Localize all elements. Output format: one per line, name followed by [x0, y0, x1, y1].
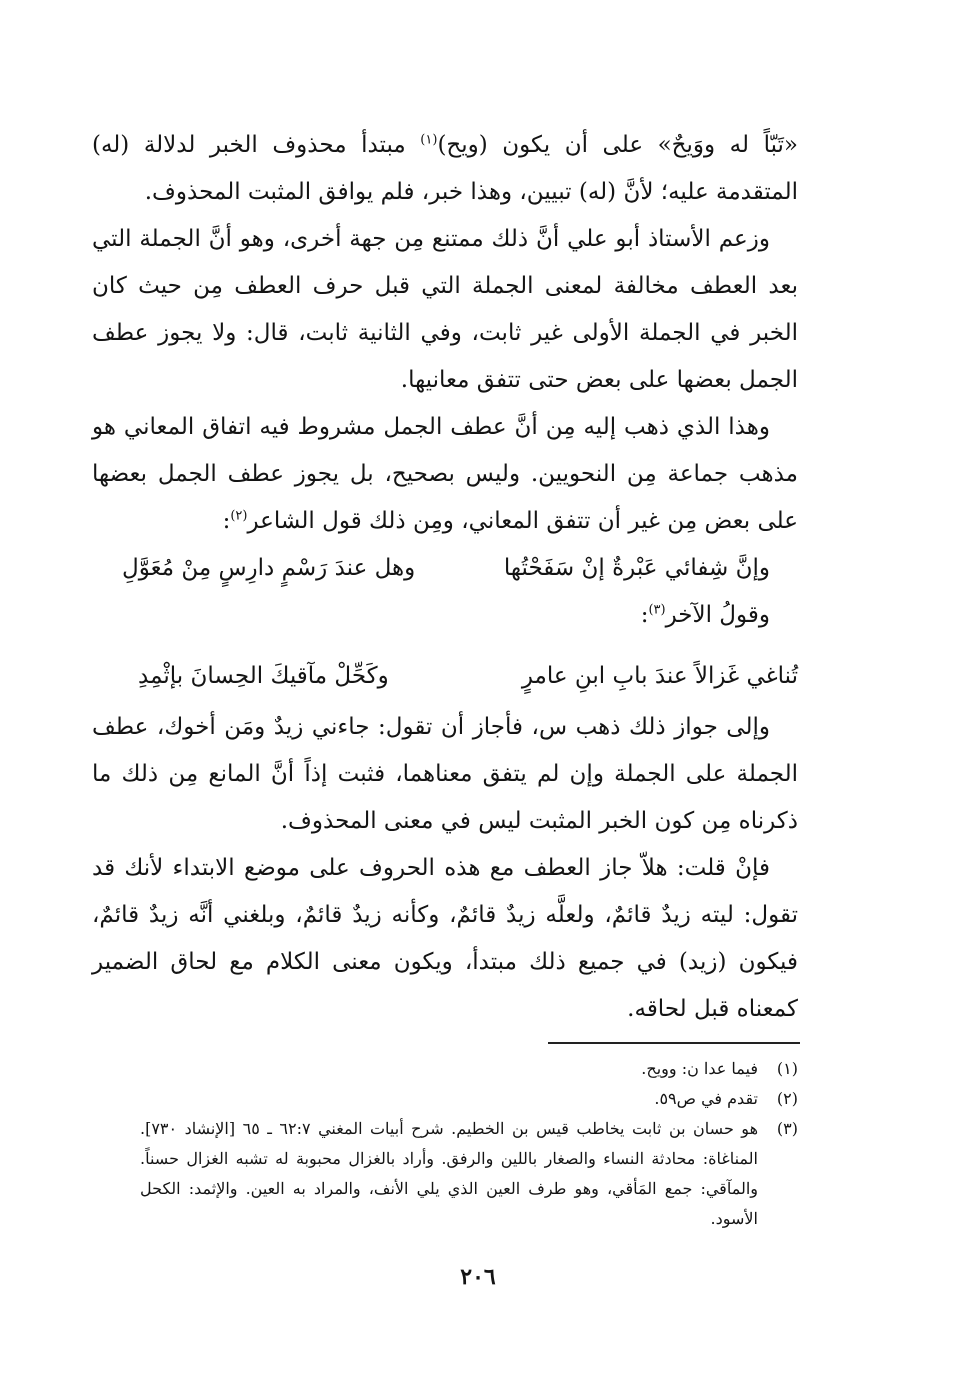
- footnote-text: هو حسان بن ثابت يخاطب قيس بن الخطيم. شرح أبيات المغني ٦٢:٧ ـ ٦٥ [الإنشاد ٧٣٠]. المناغاة: محادثة النساء والصغار باللين والرفق. وأراد بالغزال محبوبة له تشبه الغزال حسناً. والمآقي: جمع المَأقي، وهو طرف العين الذي يلي الأنف، والمراد به العين. والإثمد: الكحل الأسود.: [140, 1119, 759, 1228]
- footnotes: [92, 1054, 798, 1234]
- footnote-3: [92, 1114, 798, 1234]
- footnote-number: (٢): [776, 1089, 798, 1108]
- poetry-verse-2: [92, 653, 798, 700]
- paragraph-2: وزعم الأستاذ أبو علي أنَّ ذلك ممتنع مِن جهة أخرى، وهو أنَّ الجملة التي بعد العطف مخالفة لمعنى الجملة التي قبل حرف العطف مِن حيث كان الخبر في الجملة الأولى غير ثابت، وفي الثانية ثابت، قال: ولا يجوز عطف الجمل بعضها على بعض حتى تتفق معانيها.: [92, 226, 798, 393]
- footnote-2: [92, 1084, 798, 1114]
- footnote-number: (١): [776, 1059, 798, 1078]
- paragraph-3: وهذا الذي ذهب إليه مِن أنَّ عطف الجمل مشروط فيه اتفاق المعاني هو مذهب جماعة مِن النحويين. وليس بصحيح، بل يجوز عطف الجمل بعضها على بعض مِن غير أن تتفق المعاني، ومِن ذلك قول الشاعر$^{(٢)}$:: [92, 414, 798, 534]
- verse-2-second-hemistich: وكَحِّلْ مآقيكَ الحِسانَ بإثْمِدِ: [138, 663, 389, 689]
- footnote-ref-3[interactable]: (٣): [648, 602, 666, 618]
- verse-1-second-hemistich: وهل عندَ رَسْمٍ دارِسٍ مِنْ مُعَوَّلِ: [122, 555, 416, 581]
- footnote-1: [92, 1054, 798, 1084]
- paragraph-4: وقولُ الآخر$^{(٣)}$:: [640, 602, 770, 628]
- paragraph-6: فإنْ قلت: هلاّ جاز العطف مع هذه الحروف على موضع الابتداء لأنك قد تقول: ليته زيدٌ قائمٌ، ولعلَّه زيدٌ قائمٌ، وكأنه زيدٌ قائمٌ، وبلغني أنَّه زيدٌ قائمٌ، فيكون (زيد) في جميع ذلك مبتدأ، ويكون معنى الكلام مع لحاق الضمير كمعناه قبل لحاقه.: [92, 855, 798, 1022]
- footnote-ref-2[interactable]: (٢): [230, 508, 248, 524]
- footnote-text: تقدم في ص٥٩.: [654, 1089, 758, 1108]
- paragraph-1: «تَبّاً له ووَيحٌ» على أن يكون (ويح)$^{(١)}$ مبتدأ محذوف الخبر لدلالة (له) المتقدمة عليه؛ لأنَّ (له) تبيين، وهذا خبر، فلم يوافق المثبت المحذوف.: [92, 132, 798, 205]
- main-text: [92, 122, 798, 1033]
- paragraph-5: وإلى جواز ذلك ذهب س، فأجاز أن تقول: جاءني زيدٌ ومَن أخوك، عطف الجملة على الجملة وإن لم يتفق معناهما، فثبت إذاً أنَّ المانع مِن ذلك ما ذكرناه مِن كون الخبر المثبت ليس في معنى المحذوف.: [92, 714, 798, 834]
- poetry-verse-1: [92, 545, 798, 592]
- footnote-text: فيما عدا ن: وويح.: [641, 1059, 758, 1078]
- verse-1-first-hemistich: وإنَّ شِفائي عَبْرةٌ إنْ سَفَحْتُها: [503, 555, 770, 581]
- footnote-separator: [548, 1042, 800, 1044]
- page-number: ٢٠٦: [460, 1264, 496, 1290]
- verse-2-first-hemistich: تُناغي غَزالاً عندَ بابِ ابنِ عامرٍ: [521, 663, 798, 689]
- footnote-ref-1[interactable]: (١): [420, 132, 438, 148]
- footnote-number: (٣): [776, 1119, 798, 1138]
